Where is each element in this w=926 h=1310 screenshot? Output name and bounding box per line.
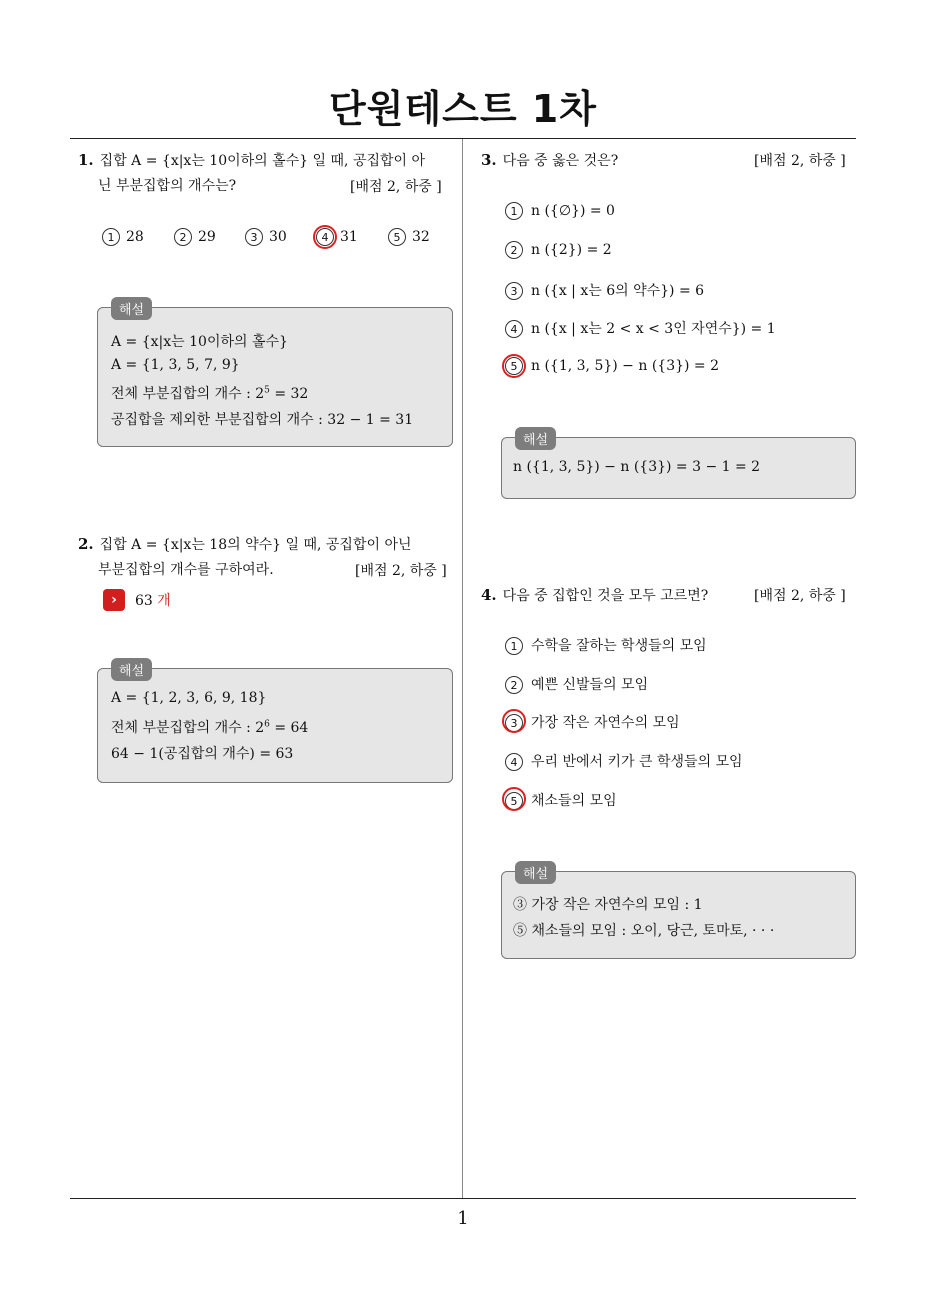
choice-text: 예쁜 신발들의 모임 xyxy=(531,677,649,693)
solution-text: 전체 부분집합의 개수 : 2 xyxy=(111,386,265,402)
answer-value: 63 xyxy=(135,593,153,609)
choice-mark: 5 xyxy=(505,357,523,375)
choice-mark: 2 xyxy=(505,676,523,694)
choice-mark: 2 xyxy=(505,241,523,259)
q1-solution-line-2: A = {1, 3, 5, 7, 9} xyxy=(111,357,240,373)
q2-solution-line-1: A = {1, 2, 3, 6, 9, 18} xyxy=(111,690,267,706)
choice-mark: 3 xyxy=(505,282,523,300)
choice-text: n ({∅}) = 0 xyxy=(531,203,615,219)
choice-text: 수학을 잘하는 학생들의 모임 xyxy=(531,638,707,654)
exponent: 5 xyxy=(264,385,270,396)
q3-choice-2[interactable] xyxy=(505,241,612,259)
question-4-number: 4. xyxy=(481,586,497,604)
question-3-meta: [배점 2, 하중 ] xyxy=(754,153,846,169)
q3-choice-5[interactable] xyxy=(505,357,719,375)
q2-solution-line-2 xyxy=(111,717,308,737)
exponent: 6 xyxy=(264,719,270,730)
q4-selected-marker-3 xyxy=(502,709,526,733)
choice-text: 채소들의 모임 xyxy=(531,793,617,809)
answer-unit: 개 xyxy=(157,593,171,609)
choice-text: 32 xyxy=(412,229,430,245)
question-1-number: 1. xyxy=(78,151,94,169)
bottom-rule xyxy=(70,1198,856,1199)
solution-eq: = 32 xyxy=(269,386,309,402)
q1-choice-2[interactable] xyxy=(174,228,216,246)
top-rule xyxy=(70,138,856,139)
q1-solution-line-4: 공집합을 제외한 부분집합의 개수 : 32 − 1 = 31 xyxy=(111,412,414,428)
q1-choice-3[interactable] xyxy=(245,228,287,246)
question-3-solution-tag: 해설 xyxy=(515,427,556,450)
q3-choice-3[interactable] xyxy=(505,280,704,300)
choice-mark: 4 xyxy=(505,320,523,338)
choice-mark: 5 xyxy=(388,228,406,246)
question-2-number: 2. xyxy=(78,535,94,553)
choice-mark: 3 xyxy=(505,714,523,732)
q4-solution-line-1: ③ 가장 작은 자연수의 모임 : 1 xyxy=(513,897,703,913)
question-2-text-2: 부분집합의 개수를 구하여라. xyxy=(98,562,274,578)
question-2-meta: [배점 2, 하중 ] xyxy=(355,563,447,579)
choice-text: 28 xyxy=(126,229,144,245)
choice-text: 우리 반에서 키가 큰 학생들의 모임 xyxy=(531,754,743,770)
question-4-solution-box xyxy=(501,871,856,959)
choice-mark: 2 xyxy=(174,228,192,246)
question-4-solution-tag: 해설 xyxy=(515,861,556,884)
q3-selected-marker xyxy=(502,354,526,378)
question-3-line1 xyxy=(481,150,618,171)
question-2-answer xyxy=(135,590,171,610)
choice-mark: 5 xyxy=(505,792,523,810)
choice-mark: 1 xyxy=(102,228,120,246)
question-1-text-2: 닌 부분집합의 개수는? xyxy=(98,178,237,194)
choice-mark: 1 xyxy=(505,637,523,655)
q4-choice-1[interactable] xyxy=(505,635,707,655)
choice-mark: 4 xyxy=(505,753,523,771)
question-1-text-1: 집합 A = {x|x는 10이하의 홀수} 일 때, 공집합이 아 xyxy=(99,153,426,169)
q1-choice-5[interactable] xyxy=(388,228,430,246)
choice-text: n ({1, 3, 5}) − n ({3}) = 2 xyxy=(531,358,720,374)
choice-mark: 3 xyxy=(245,228,263,246)
choice-text: n ({2}) = 2 xyxy=(531,242,612,258)
q3-choice-1[interactable] xyxy=(505,202,615,220)
q4-solution-line-2: ⑤ 채소들의 모임 : 오이, 당근, 토마토, · · · xyxy=(513,923,775,939)
answer-arrow-icon: › xyxy=(103,589,125,611)
question-1-meta: [배점 2, 하중 ] xyxy=(350,179,442,195)
question-2-line1 xyxy=(78,534,412,555)
question-3-text: 다음 중 옳은 것은? xyxy=(502,153,619,169)
solution-eq: = 64 xyxy=(269,720,309,736)
q1-selected-marker xyxy=(313,225,337,249)
question-4-meta: [배점 2, 하중 ] xyxy=(754,588,846,604)
choice-text: 30 xyxy=(269,229,287,245)
page-number: 1 xyxy=(457,1208,469,1229)
question-1-choices xyxy=(102,226,452,250)
q4-selected-marker-5 xyxy=(502,787,526,811)
choice-mark: 1 xyxy=(505,202,523,220)
choice-text: n ({x | x는 6의 약수}) = 6 xyxy=(531,283,705,299)
solution-text: 전체 부분집합의 개수 : 2 xyxy=(111,720,265,736)
question-1-line1 xyxy=(78,150,425,171)
q3-solution-line-1: n ({1, 3, 5}) − n ({3}) = 3 − 1 = 2 xyxy=(513,459,761,475)
q4-choice-4[interactable] xyxy=(505,751,743,771)
question-2-text-1: 집합 A = {x|x는 18의 약수} 일 때, 공집합이 아닌 xyxy=(99,537,412,553)
choice-text: 29 xyxy=(198,229,216,245)
q2-solution-line-3: 64 − 1(공집합의 개수) = 63 xyxy=(111,746,294,762)
choice-text: n ({x | x는 2 < x < 3인 자연수}) = 1 xyxy=(531,321,776,337)
q4-choice-2[interactable] xyxy=(505,674,648,694)
question-3-number: 3. xyxy=(481,151,497,169)
q1-solution-line-1: A = {x|x는 10이하의 홀수} xyxy=(111,334,288,350)
question-4-line1 xyxy=(481,585,708,606)
question-4-text: 다음 중 집합인 것을 모두 고르면? xyxy=(502,588,709,604)
choice-text: 가장 작은 자연수의 모임 xyxy=(531,715,680,731)
column-divider xyxy=(462,139,463,1198)
choice-text: 31 xyxy=(340,229,358,245)
choice-mark: 4 xyxy=(316,228,334,246)
q1-solution-line-3 xyxy=(111,383,308,403)
q3-choice-4[interactable] xyxy=(505,318,776,338)
question-1-solution-tag: 해설 xyxy=(111,297,152,320)
q4-choice-3[interactable] xyxy=(505,712,680,732)
q1-choice-1[interactable] xyxy=(102,228,144,246)
page-title: 단원테스트 1차 xyxy=(329,87,597,131)
question-2-solution-tag: 해설 xyxy=(111,658,152,681)
